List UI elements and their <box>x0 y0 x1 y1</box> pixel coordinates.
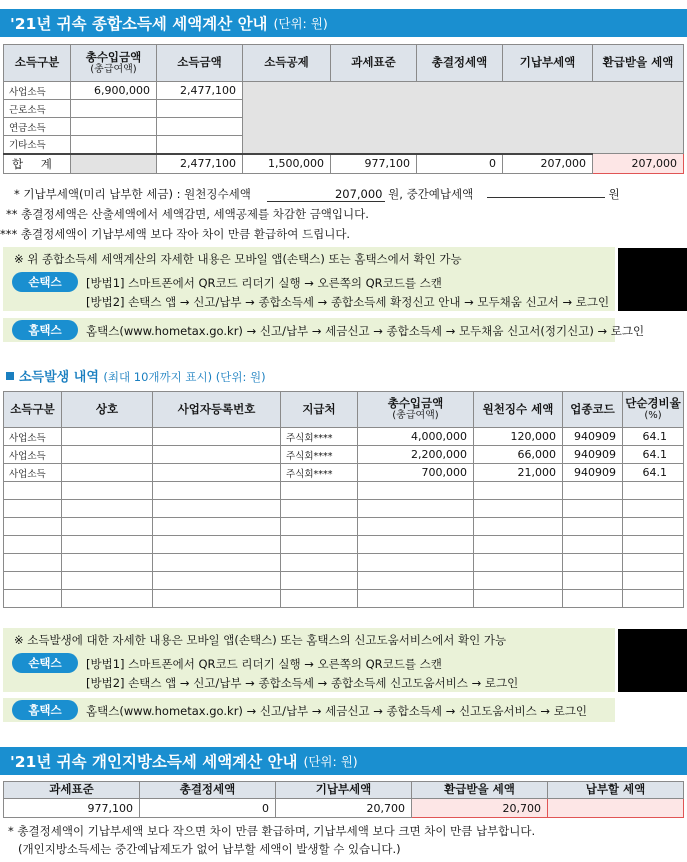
cell-payer: 주식회**** <box>281 446 358 464</box>
info2-method1: [방법1] 스마트폰에서 QR코드 리더기 실행 → 오른쪽의 QR코드를 스캔 <box>86 657 442 671</box>
sontax-badge[interactable]: 손택스 <box>12 272 78 292</box>
empty-row <box>4 482 684 500</box>
tax-calculation-table <box>3 44 684 174</box>
local-final-tax: 0 <box>140 799 276 818</box>
total-label: 합 계 <box>4 154 71 174</box>
income-details-table <box>3 391 684 608</box>
info1-heading: ※ 위 종합소득세 세액계산의 자세한 내용은 모바일 앱(손택스) 또는 홈택스에서 확인 가능 <box>14 252 462 266</box>
cell-revenue: 700,000 <box>358 464 474 482</box>
header-tax-base: 과세표준 <box>4 782 140 799</box>
qr-code-icon <box>618 629 687 692</box>
row-label: 연금소득 <box>4 118 71 136</box>
header-final-tax: 총결정세액 <box>140 782 276 799</box>
local-prepaid-tax: 20,700 <box>276 799 412 818</box>
withholding-amount: 207,000 <box>267 187 385 202</box>
info2-method2: [방법2] 손택스 앱 → 신고/납부 → 종합소득세 → 종합소득세 신고도움서비스 → 로그인 <box>86 676 519 690</box>
cell-withheld: 21,000 <box>474 464 563 482</box>
hometax-badge[interactable]: 홈택스 <box>12 700 78 720</box>
sontax-badge[interactable]: 손택스 <box>12 653 78 673</box>
cell-type: 사업소득 <box>4 464 62 482</box>
hometax-badge[interactable]: 홈택스 <box>12 320 78 340</box>
cell-industry-code: 940909 <box>563 464 623 482</box>
cell-business-number <box>153 446 281 464</box>
info2-hometax-path: 홈택스(www.hometax.go.kr) → 신고/납부 → 세금신고 → 종합소득세 → 신고도움서비스 → 로그인 <box>86 704 588 718</box>
note-prepaid-tax <box>14 186 620 202</box>
note-prepaid-mid: 원, 중간예납세액 <box>388 187 474 201</box>
note-prepaid-prefix: * 기납부세액(미리 납부한 세금) : 원천징수세액 <box>14 187 251 201</box>
header-refund-amount: 환급받을 세액 <box>412 782 548 799</box>
note-refund: *** 총결정세액이 기납부세액 보다 작아 차이 만큼 환급하여 드립니다. <box>0 227 351 241</box>
section2-title: 소득발생 내역 <box>19 370 99 385</box>
note-final-tax: ** 총결정세액은 산출세액에서 세액감면, 세액공제를 차감한 금액입니다. <box>6 207 369 221</box>
cell-type: 사업소득 <box>4 446 62 464</box>
total-final-tax: 0 <box>417 154 503 174</box>
row-label: 근로소득 <box>4 100 71 118</box>
section2-subtitle: (최대 10개까지 표시) (단위: 원) <box>103 370 266 384</box>
header-refund-amount: 환급받을 세액 <box>593 45 684 82</box>
header-payable-amount: 납부할 세액 <box>548 782 684 799</box>
empty-row <box>4 554 684 572</box>
total-income: 2,477,100 <box>157 154 243 174</box>
header-prepaid-tax: 기납부세액 <box>276 782 412 799</box>
cell-business-number <box>153 464 281 482</box>
cell-industry-code: 940909 <box>563 428 623 446</box>
header-income-type: 소득구분 <box>4 392 62 428</box>
header-withholding-tax: 원천징수 세액 <box>474 392 563 428</box>
interim-prepayment-amount <box>487 197 605 198</box>
row-income <box>157 118 243 136</box>
cell-type: 사업소득 <box>4 428 62 446</box>
header-business-number: 사업자등록번호 <box>153 392 281 428</box>
local-payable-amount <box>548 799 684 818</box>
cell-rate: 64.1 <box>623 446 684 464</box>
section1-title: '21년 귀속 종합소득세 세액계산 안내 <box>10 15 268 33</box>
section1-unit: (단위: 원) <box>273 16 328 31</box>
total-row <box>4 154 684 174</box>
header-final-tax: 총결정세액 <box>417 45 503 82</box>
total-tax-base: 977,100 <box>331 154 417 174</box>
total-prepaid: 207,000 <box>503 154 593 174</box>
empty-row <box>4 572 684 590</box>
section3-title: '21년 귀속 개인지방소득세 세액계산 안내 <box>10 753 298 771</box>
note-local-tax-interim: (개인지방소득세는 중간예납제도가 없어 납부할 세액이 발생할 수 있습니다.) <box>18 842 401 856</box>
empty-row <box>4 590 684 608</box>
cell-rate: 64.1 <box>623 464 684 482</box>
row-income: 2,477,100 <box>157 82 243 100</box>
header-income-type: 소득구분 <box>4 45 71 82</box>
cell-payer: 주식회**** <box>281 428 358 446</box>
empty-row <box>4 518 684 536</box>
section1-title-bar <box>0 9 687 37</box>
bullet-square-icon <box>6 372 14 380</box>
row-label: 사업소득 <box>4 82 71 100</box>
cell-revenue: 2,200,000 <box>358 446 474 464</box>
total-refund: 207,000 <box>593 154 684 174</box>
table-row <box>4 799 684 818</box>
header-income-amount: 소득금액 <box>157 45 243 82</box>
row-revenue <box>71 100 157 118</box>
row-income <box>157 136 243 154</box>
info1-hometax-path: 홈택스(www.hometax.go.kr) → 신고/납부 → 세금신고 → 종합소득세 → 모두채움 신고서(정기신고) → 로그인 <box>86 324 645 338</box>
cell-rate: 64.1 <box>623 428 684 446</box>
header-total-revenue: 총수입금액 (총급여액) <box>71 45 157 82</box>
section3-title-bar <box>0 747 687 775</box>
header-tax-base: 과세표준 <box>331 45 417 82</box>
empty-row <box>4 500 684 518</box>
row-income <box>157 100 243 118</box>
header-payer: 지급처 <box>281 392 358 428</box>
blank-shaded-area <box>243 82 684 154</box>
table-row <box>4 428 684 446</box>
row-revenue <box>71 136 157 154</box>
table-row <box>4 464 684 482</box>
total-revenue <box>71 154 157 174</box>
qr-code-icon <box>618 248 687 311</box>
info2-heading: ※ 소득발생에 대한 자세한 내용은 모바일 앱(손택스) 또는 홈택스의 신고도움서비스에서 확인 가능 <box>14 633 507 647</box>
cell-business-name <box>62 446 153 464</box>
empty-row <box>4 536 684 554</box>
section2-title-line <box>6 366 266 385</box>
note-local-tax: * 총결정세액이 기납부세액 보다 작으면 차이 만큼 환급하며, 기납부세액 보다 크면 차이 만큼 납부합니다. <box>8 824 536 838</box>
header-industry-code: 업종코드 <box>563 392 623 428</box>
header-business-name: 상호 <box>62 392 153 428</box>
local-tax-base: 977,100 <box>4 799 140 818</box>
total-deduction: 1,500,000 <box>243 154 331 174</box>
info1-method1: [방법1] 스마트폰에서 QR코드 리더기 실행 → 오른쪽의 QR코드를 스캔 <box>86 276 442 290</box>
header-simple-expense-rate: 단순경비율 (%) <box>623 392 684 428</box>
row-revenue <box>71 118 157 136</box>
cell-industry-code: 940909 <box>563 446 623 464</box>
cell-business-name <box>62 428 153 446</box>
cell-revenue: 4,000,000 <box>358 428 474 446</box>
row-revenue: 6,900,000 <box>71 82 157 100</box>
header-income-deduction: 소득공제 <box>243 45 331 82</box>
cell-withheld: 120,000 <box>474 428 563 446</box>
header-total-revenue: 총수입금액 (총급여액) <box>358 392 474 428</box>
local-tax-table <box>3 781 684 818</box>
local-refund-amount: 20,700 <box>412 799 548 818</box>
cell-payer: 주식회**** <box>281 464 358 482</box>
cell-business-number <box>153 428 281 446</box>
cell-business-name <box>62 464 153 482</box>
section3-unit: (단위: 원) <box>303 754 358 769</box>
table-row <box>4 446 684 464</box>
row-label: 기타소득 <box>4 136 71 154</box>
header-prepaid-tax: 기납부세액 <box>503 45 593 82</box>
note-prepaid-suffix: 원 <box>608 187 620 201</box>
info1-method2: [방법2] 손택스 앱 → 신고/납부 → 종합소득세 → 종합소득세 확정신고 안내 → 모두채움 신고서 → 로그인 <box>86 295 610 309</box>
cell-withheld: 66,000 <box>474 446 563 464</box>
table-row <box>4 82 684 100</box>
